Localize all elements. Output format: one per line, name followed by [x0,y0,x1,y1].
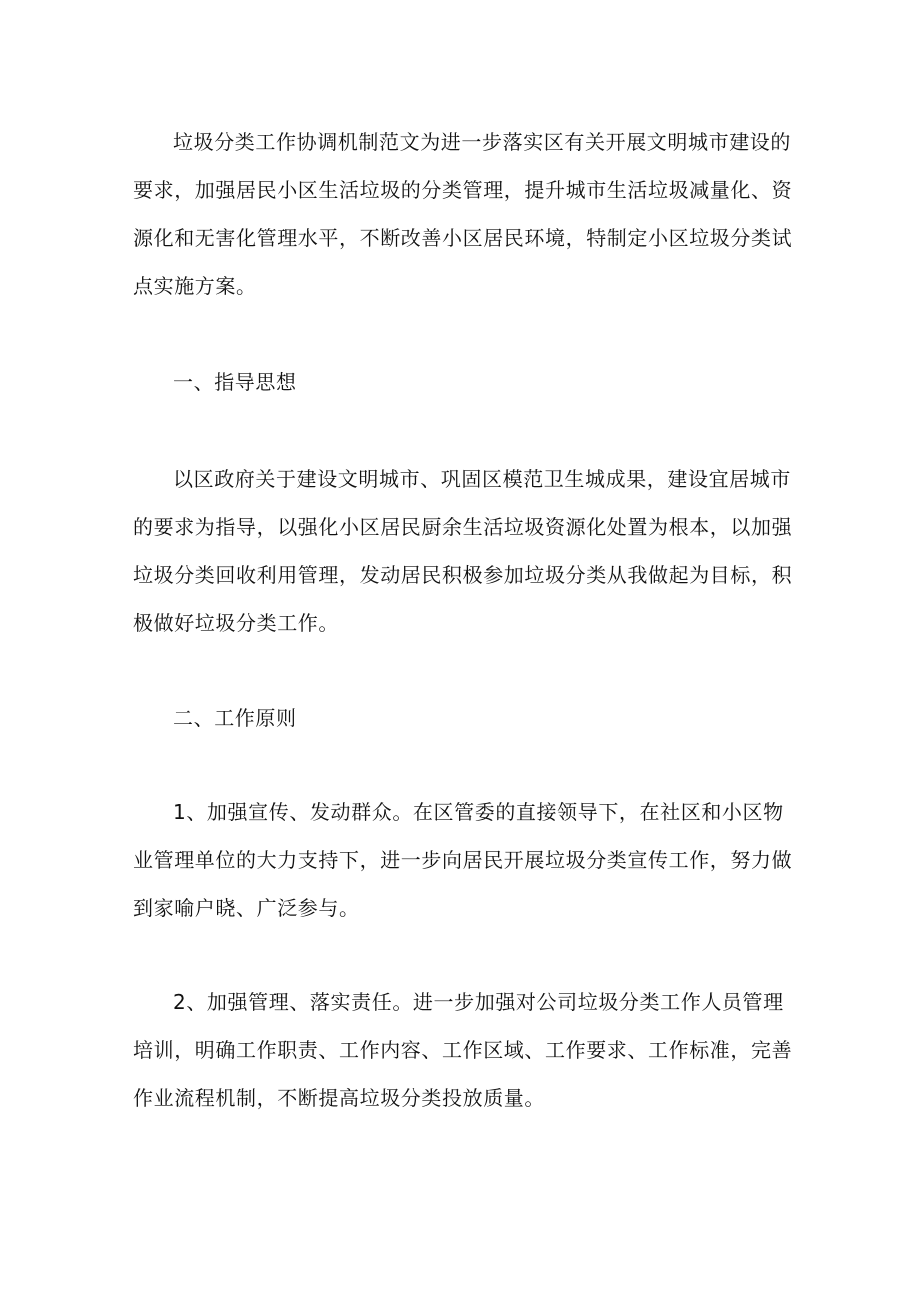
section2-item1-paragraph [133,788,793,932]
text-line: 极做好垃圾分类工作。 [133,611,339,635]
text-line: 2、加强管理、落实责任。进一步加强对公司垃圾分类工作人员管理 [173,990,784,1014]
section-heading [133,358,789,406]
text-line: 业管理单位的大力支持下，进一步向居民开展垃圾分类宣传工作，努力做 [133,848,793,872]
section1-heading: 一、指导思想 [173,370,297,394]
section2-heading: 二、工作原则 [173,706,297,730]
text-line: 以区政府关于建设文明城市、巩固区模范卫生城成果，建设宜居城市 [173,467,791,491]
text-line: 源化和无害化管理水平，不断改善小区居民环境，特制定小区垃圾分类试 [133,226,793,250]
text-line: 培训，明确工作职责、工作内容、工作区域、工作要求、工作标准，完善 [133,1038,793,1062]
text-line: 作业流程机制，不断提高垃圾分类投放质量。 [133,1086,545,1110]
intro-paragraph [133,118,793,310]
text-line: 垃圾分类回收利用管理，发动居民积极参加垃圾分类从我做起为目标，积 [133,563,793,587]
text-line: 点实施方案。 [133,274,257,298]
text-line: 的要求为指导，以强化小区居民厨余生活垃圾资源化处置为根本，以加强 [133,515,793,539]
text-line: 要求，加强居民小区生活垃圾的分类管理，提升城市生活垃圾减量化、资 [133,178,793,202]
text-line: 1、加强宣传、发动群众。在区管委的直接领导下，在社区和小区物 [173,800,784,824]
text-line: 到家喻户晓、广泛参与。 [133,896,360,920]
section2-item2-paragraph [133,978,793,1122]
section-heading [133,694,789,742]
section1-paragraph [133,455,793,647]
text-line: 垃圾分类工作协调机制范文为进一步落实区有关开展文明城市建设的 [173,130,791,154]
